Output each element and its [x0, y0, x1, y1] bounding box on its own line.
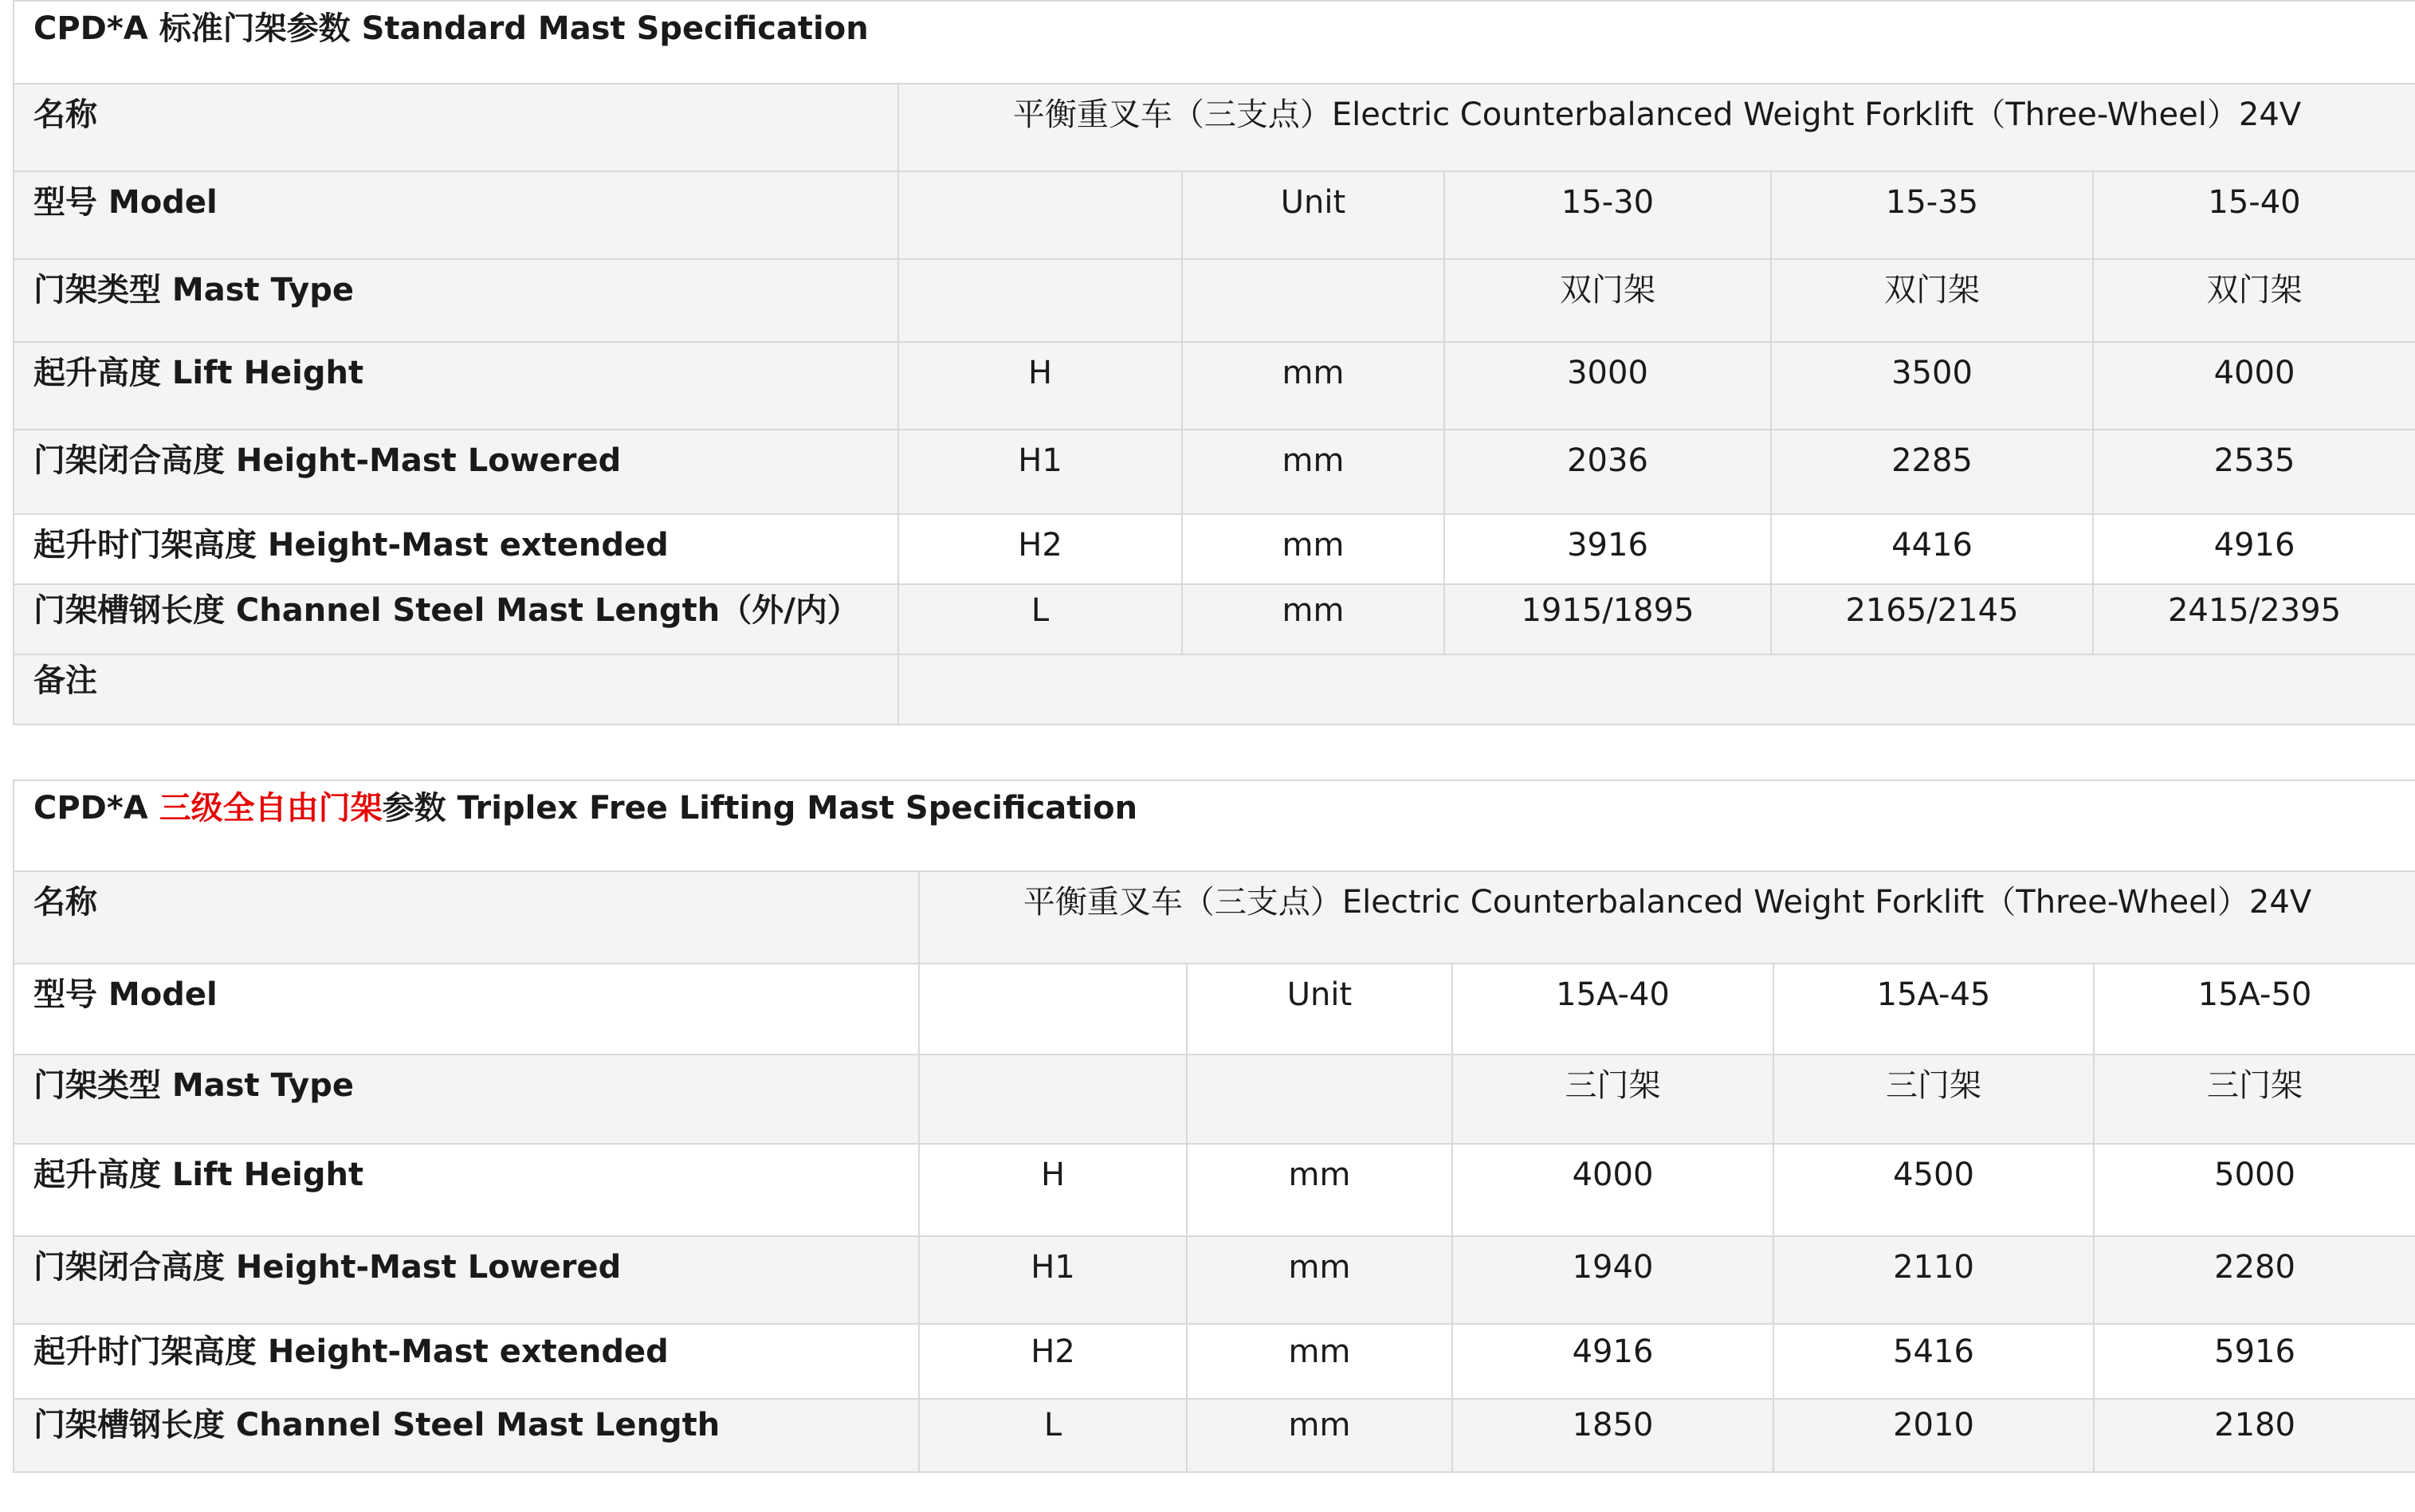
row-symbol: H2: [898, 514, 1182, 584]
row-unit: [1182, 259, 1444, 342]
row-value: 4000: [1452, 1144, 1773, 1236]
row-label: 起升高度 Lift Height: [14, 1144, 919, 1236]
row-label: 起升时门架高度 Height-Mast extended: [14, 1324, 919, 1399]
row-value: 5416: [1773, 1324, 2094, 1399]
row-label: 门架闭合高度 Height-Mast Lowered: [14, 430, 898, 514]
table-row: [14, 1399, 2415, 1472]
row-value: 2180: [2094, 1399, 2415, 1472]
row-value: 三门架: [1452, 1054, 1773, 1144]
row-label: 门架类型 Mast Type: [14, 259, 898, 342]
row-value: 5000: [2094, 1144, 2415, 1236]
model-name: 15A-45: [1773, 964, 2094, 1054]
row-symbol: H1: [919, 1236, 1187, 1324]
triplex-mast-table: [13, 780, 2415, 1473]
row-unit: [1187, 1054, 1452, 1144]
title-text: 标准门架参数 Standard Mast Specification: [159, 10, 869, 47]
model-name: 15A-40: [1452, 964, 1773, 1054]
table-row: [14, 584, 2415, 654]
table-title: [14, 780, 2415, 871]
row-symbol: L: [919, 1399, 1187, 1472]
row-value: 2415/2395: [2093, 584, 2415, 654]
row-value: 双门架: [2093, 259, 2415, 342]
table-row: [14, 1144, 2415, 1236]
row-value: 2110: [1773, 1236, 2094, 1324]
name-label: 名称: [14, 871, 919, 964]
row-unit: mm: [1187, 1236, 1452, 1324]
row-label: 门架槽钢长度 Channel Steel Mast Length（外/内）: [14, 584, 898, 654]
remark-value: [898, 654, 2415, 725]
unit-header: Unit: [1182, 171, 1444, 259]
row-value: 3500: [1771, 342, 2093, 430]
row-unit: mm: [1182, 430, 1444, 514]
table-row: [14, 430, 2415, 514]
row-symbol: H1: [898, 430, 1182, 514]
row-symbol: [919, 1054, 1187, 1144]
model-label: 型号 Model: [14, 171, 898, 259]
row-value: 4916: [2093, 514, 2415, 584]
row-symbol: [898, 259, 1182, 342]
row-value: 1850: [1452, 1399, 1773, 1472]
table-row: [14, 1324, 2415, 1399]
title-text: 参数 Triplex Free Lifting Mast Specification: [382, 790, 1138, 827]
model-name: 15-35: [1771, 171, 2093, 259]
title-prefix: CPD*A: [33, 790, 159, 827]
symbol-header: [919, 964, 1187, 1054]
row-value: 4416: [1771, 514, 2093, 584]
name-value: 平衡重叉车（三支点）Electric Counterbalanced Weight Forklift（Three-Wheel）24V: [898, 84, 2415, 171]
row-label: 门架闭合高度 Height-Mast Lowered: [14, 1236, 919, 1324]
row-value: 3916: [1444, 514, 1771, 584]
row-symbol: L: [898, 584, 1182, 654]
row-value: 4500: [1773, 1144, 2094, 1236]
model-name: 15A-50: [2094, 964, 2415, 1054]
table-row: [14, 1054, 2415, 1144]
row-value: 双门架: [1444, 259, 1771, 342]
row-label: 门架槽钢长度 Channel Steel Mast Length: [14, 1399, 919, 1472]
remark-label: 备注: [14, 654, 898, 725]
row-value: 2280: [2094, 1236, 2415, 1324]
title-prefix: CPD*A: [33, 10, 159, 47]
row-value: 三门架: [2094, 1054, 2415, 1144]
row-value: 5916: [2094, 1324, 2415, 1399]
row-value: 双门架: [1771, 259, 2093, 342]
row-value: 2535: [2093, 430, 2415, 514]
row-value: 2010: [1773, 1399, 2094, 1472]
table-title: [14, 1, 2415, 84]
model-name: 15-30: [1444, 171, 1771, 259]
row-unit: mm: [1182, 342, 1444, 430]
title-highlight: 三级全自由门架: [159, 790, 383, 827]
row-label: 门架类型 Mast Type: [14, 1054, 919, 1144]
row-symbol: H: [919, 1144, 1187, 1236]
row-value: 2036: [1444, 430, 1771, 514]
row-value: 2285: [1771, 430, 2093, 514]
row-symbol: H: [898, 342, 1182, 430]
row-unit: mm: [1182, 514, 1444, 584]
name-label: 名称: [14, 84, 898, 171]
row-value: 1940: [1452, 1236, 1773, 1324]
model-name: 15-40: [2093, 171, 2415, 259]
name-value: 平衡重叉车（三支点）Electric Counterbalanced Weight Forklift（Three-Wheel）24V: [919, 871, 2415, 964]
table-row: [14, 1236, 2415, 1324]
table-row: [14, 342, 2415, 430]
standard-mast-table: [13, 0, 2415, 725]
row-unit: mm: [1187, 1399, 1452, 1472]
table-row: [14, 259, 2415, 342]
row-unit: mm: [1187, 1324, 1452, 1399]
row-value: 4916: [1452, 1324, 1773, 1399]
row-label: 起升高度 Lift Height: [14, 342, 898, 430]
unit-header: Unit: [1187, 964, 1452, 1054]
row-value: 2165/2145: [1771, 584, 2093, 654]
table-row: [14, 514, 2415, 584]
model-label: 型号 Model: [14, 964, 919, 1054]
row-unit: mm: [1187, 1144, 1452, 1236]
row-value: 三门架: [1773, 1054, 2094, 1144]
row-value: 4000: [2093, 342, 2415, 430]
symbol-header: [898, 171, 1182, 259]
row-label: 起升时门架高度 Height-Mast extended: [14, 514, 898, 584]
row-value: 1915/1895: [1444, 584, 1771, 654]
row-symbol: H2: [919, 1324, 1187, 1399]
row-unit: mm: [1182, 584, 1444, 654]
row-value: 3000: [1444, 342, 1771, 430]
